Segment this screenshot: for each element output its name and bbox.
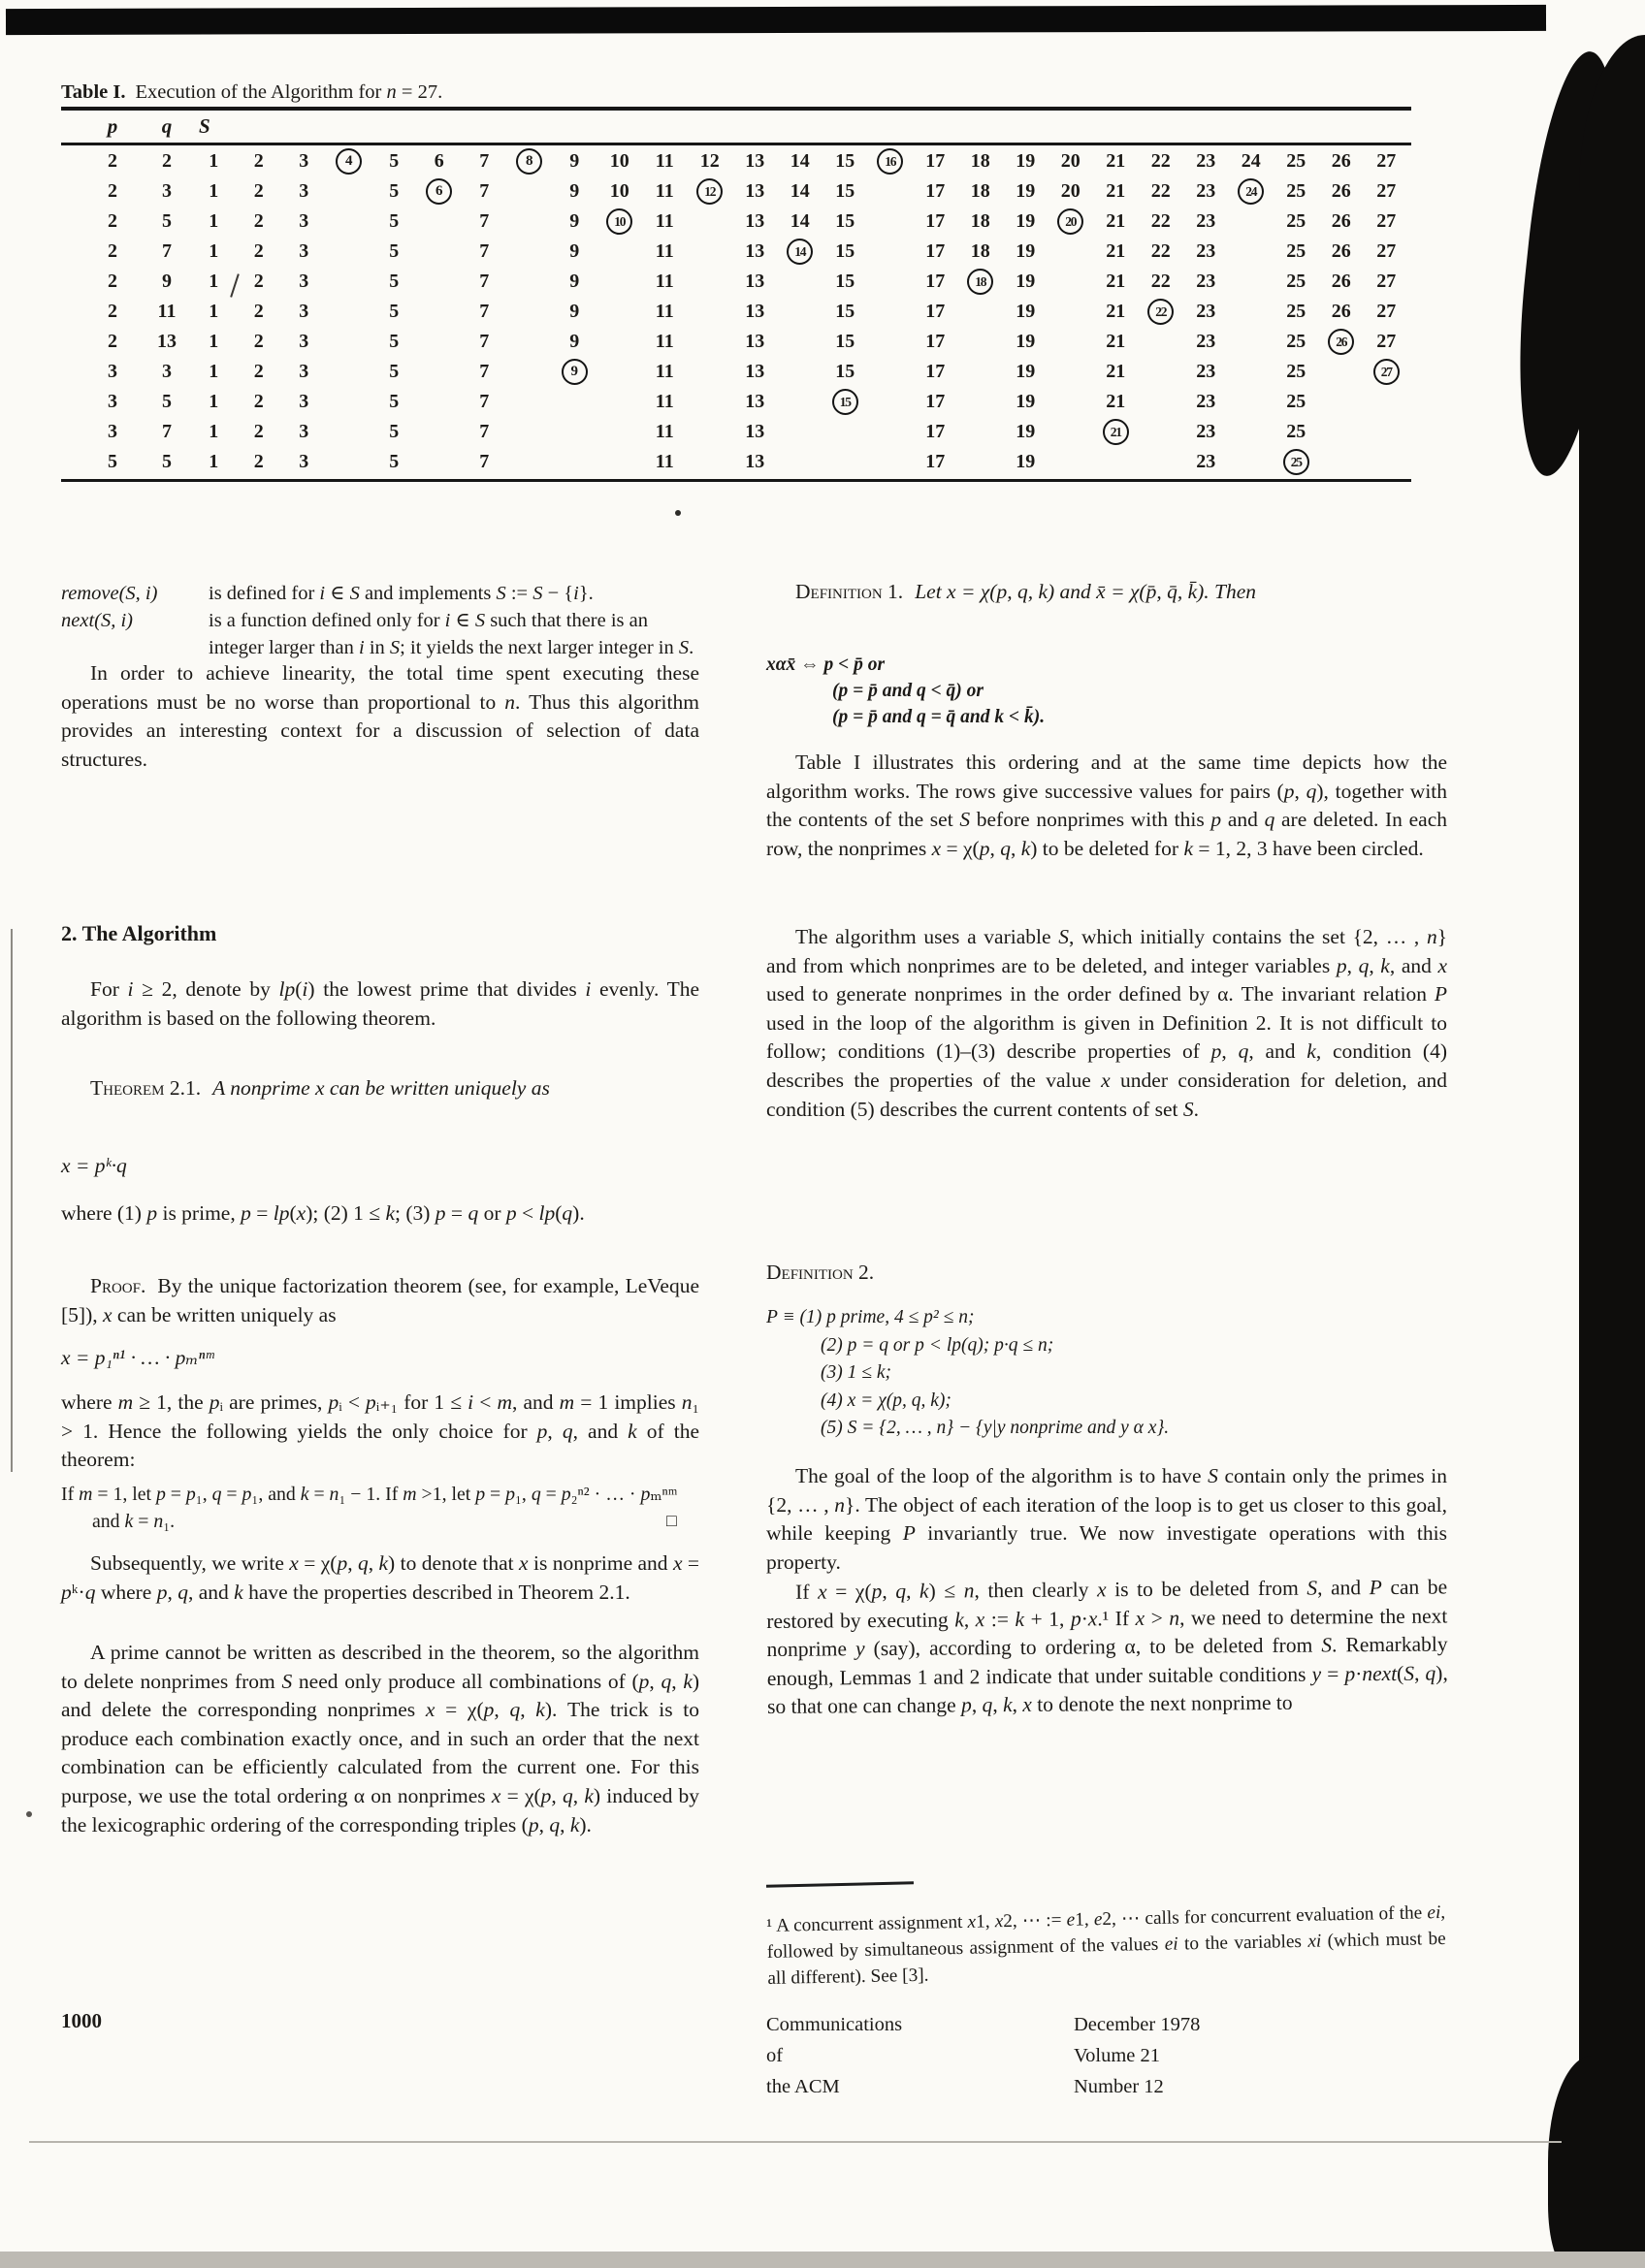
col-header-p: p [107,113,118,138]
circled-number: 9 [562,359,588,385]
circled-number: 26 [1328,329,1354,355]
s-value: 25 [1286,301,1306,322]
q-value: 7 [162,240,172,262]
s-value: 2 [253,150,264,172]
s-value: 24 [1241,150,1261,172]
s-value: 23 [1196,271,1216,292]
s-value: 2 [253,361,264,382]
p-value: 2 [108,301,117,322]
definition-2 [766,1261,886,1285]
circled-number: 15 [832,389,858,415]
s-value: 13 [745,271,765,292]
s-value: 5 [389,150,400,172]
para-lowest-prime: For i ≥ 2, denote by lp(i) the lowest prime that divides i evenly. The algorithm is based on the following theorem. [61,977,700,1030]
q-value: 5 [162,391,172,412]
s-value: 12 [699,150,720,172]
s-value: 5 [389,451,400,472]
ordering-line-3: (p = p̄ and q = q̄ and k < k̄). [832,707,1046,727]
s-value: 19 [1016,301,1036,322]
s-value: 23 [1196,210,1216,232]
circled-number: 21 [1103,419,1129,445]
s-value: 11 [655,180,674,202]
p-value: 2 [108,150,117,172]
q-value: 3 [162,361,172,382]
definition-1 [766,578,1447,607]
s-value: 25 [1286,421,1306,442]
para-deletion: If x = χ(p, q, k) ≤ n, then clearly x is to be deleted from S, and P can be restored by executing k, x := k + 1, p·x.¹ If x > n, we need to determine the next nonprime y (say), according to ordering α, to be deleted from S. Remarkably enough, Lemmas 1 and 2 indicate that under suitable conditions y = p·next(S, q), so that one can change p, q, k, x to denote the next nonprime to [766,1575,1448,1719]
ordering-line-2: (p = p̄ and q < q̄) or [832,681,984,701]
s-value: 25 [1286,240,1306,262]
s-value: 2 [253,240,264,262]
s-value: 21 [1106,301,1126,322]
table-row [82,357,1411,387]
s-value: 26 [1331,210,1351,232]
s-value: 2 [253,331,264,352]
issue-info [1074,2009,1200,2102]
s-value: 9 [569,210,580,232]
s-value: 21 [1106,361,1126,382]
s-value: 27 [1376,301,1397,322]
proof-text: By the unique factorization theorem (see, for example, LeVeque [5]), x can be written uniquely as [61,1274,699,1326]
table-row [82,447,1411,477]
s-value: 21 [1106,331,1126,352]
para-linearity: In order to achieve linearity, the total time spent executing these operations must be no worse than proportional to n. Thus this algorithm provides an interesting context for a discussion of selection of data structures. [61,661,699,771]
s-value: 15 [835,210,855,232]
s-value: 20 [1060,180,1081,202]
s-value: 7 [479,331,490,352]
s-value: 15 [835,240,855,262]
s-value: 17 [925,240,946,262]
s-value: 15 [835,361,855,382]
proof-paragraph [61,1272,699,1329]
journal-line: Communications [766,2014,903,2035]
s-value: 15 [835,301,855,322]
s-value: 7 [479,361,490,382]
s-value: 13 [745,331,765,352]
s-value: 22 [1150,271,1171,292]
circled-number: 10 [606,208,632,235]
s-value: 25 [1286,271,1306,292]
s-value: 7 [479,391,490,412]
s-value: 2 [253,301,264,322]
table-row [82,207,1411,237]
s-value: 1 [209,180,219,202]
table-rule-bottom [61,479,1411,482]
table-caption-label: Table I. [61,81,126,103]
s-value: 19 [1016,180,1036,202]
s-value: 15 [835,150,855,172]
table-caption [61,81,934,104]
scan-speck [26,1811,32,1817]
circled-number: 27 [1373,359,1400,385]
circled-number: 6 [426,178,452,205]
s-value: 22 [1150,150,1171,172]
s-value: 11 [655,210,674,232]
s-value: 5 [389,180,400,202]
page-number: 1000 [61,2009,102,2032]
s-value: 5 [389,331,400,352]
invariant-line-1: P ≡ (1) p prime, 4 ≤ p² ≤ n; [766,1307,975,1327]
s-value: 19 [1016,451,1036,472]
theorem-label: Theorem 2.1. [90,1076,202,1100]
s-value: 15 [835,331,855,352]
s-value: 18 [970,150,990,172]
s-value: 21 [1106,240,1126,262]
s-value: 3 [299,451,309,472]
s-value: 7 [479,271,490,292]
circled-number: 12 [696,178,723,205]
s-value: 26 [1331,180,1351,202]
s-value: 1 [209,421,219,442]
table-row [82,267,1411,297]
s-value: 13 [745,451,765,472]
s-value: 27 [1376,240,1397,262]
definition-1-label: Definition 1. [795,580,904,603]
invariant-line-2: (2) p = q or p < lp(q); p·q ≤ n; [821,1334,1054,1356]
s-value: 21 [1106,271,1126,292]
s-value: 3 [299,361,309,382]
operations-definition-list [61,580,701,661]
circled-number: 4 [336,148,362,175]
table-row [82,146,1411,176]
scan-edge-shadow-bottom [1548,2056,1645,2268]
p-value: 2 [108,210,117,232]
s-value: 19 [1016,150,1036,172]
s-value: 1 [209,210,219,232]
s-value: 9 [569,240,580,262]
p-value: 2 [108,271,117,292]
p-value: 3 [108,391,117,412]
s-value: 2 [253,271,264,292]
s-value: 26 [1331,150,1351,172]
s-value: 13 [745,421,765,442]
definition-next [61,607,701,661]
scan-speck [675,510,681,516]
s-value: 3 [299,391,309,412]
para-where-m: where m ≥ 1, the pᵢ are primes, pᵢ < pᵢ₊₁ for 1 ≤ i < m, and m = 1 implies n₁ > 1. Hence the following yields the only choice for p, q, and k of the theorem: [61,1390,700,1472]
s-value: 17 [925,391,946,412]
s-value: 11 [655,331,674,352]
s-value: 11 [655,451,674,472]
col-header-q: q [161,113,173,138]
para-subsequently: Subsequently, we write x = χ(p, q, k) to denote that x is nonprime and x = pᵏ·q where p, q, and k have the properties described in Theorem 2.1. [61,1551,700,1604]
s-value: 1 [209,451,219,472]
circled-number: 25 [1283,449,1309,475]
s-value: 17 [925,210,946,232]
s-value: 11 [655,240,674,262]
s-value: 19 [1016,271,1036,292]
s-value: 23 [1196,451,1216,472]
s-value: 5 [389,210,400,232]
s-value: 23 [1196,331,1216,352]
s-value: 21 [1106,391,1126,412]
s-value: 3 [299,210,309,232]
s-value: 11 [655,391,674,412]
s-value: 7 [479,240,490,262]
s-value: 11 [655,150,674,172]
s-value: 14 [790,150,810,172]
s-value: 17 [925,451,946,472]
scan-top-bar [6,5,1546,35]
footnote-concurrent-assignment: ¹ A concurrent assignment x1, x2, ⋯ := e1, e2, ⋯ calls for concurrent evaluation of the ei, followed by simultaneous assignment of the values ei to the variables xi (which must be all different). See [3]. [766,1902,1446,1990]
s-value: 1 [209,150,219,172]
s-value: 1 [209,301,219,322]
s-value: 15 [835,180,855,202]
s-value: 19 [1016,240,1036,262]
s-value: 3 [299,271,309,292]
invariant-definition-block [766,1304,1447,1443]
q-value: 3 [162,180,172,202]
s-value: 18 [970,180,990,202]
s-value: 6 [434,150,444,172]
s-value: 7 [479,301,490,322]
s-value: 7 [479,150,490,172]
table-caption-text: Execution of the Algorithm for n = 27. [135,81,443,103]
p-value: 3 [108,421,117,442]
q-value: 2 [162,150,172,172]
s-value: 18 [970,240,990,262]
scan-edge-shadow-right [1579,35,1645,2268]
q-value: 13 [157,331,177,352]
q-value: 9 [162,271,172,292]
ordering-line-1: xαx̄ ⇔ p < p̄ or [766,655,886,675]
s-value: 7 [479,180,490,202]
case-analysis-block: If m = 1, let p = p₁, q = p₁, and k = n₁ − 1. If m >1, let p = p₁, q = p₂ⁿ² · … · pₘⁿᵐ and k = n₁. □ [61,1484,678,1532]
s-value: 21 [1106,210,1126,232]
table-row [82,387,1411,417]
s-value: 14 [790,210,810,232]
s-value: 17 [925,301,946,322]
p-value: 5 [108,451,117,472]
s-value: 7 [479,210,490,232]
scan-bottom-band [0,2252,1645,2268]
s-value: 11 [655,361,674,382]
s-value: 13 [745,150,765,172]
s-value: 17 [925,331,946,352]
p-value: 2 [108,331,117,352]
s-value: 25 [1286,331,1306,352]
invariant-line-4: (4) x = χ(p, q, k); [821,1390,952,1411]
ordering-definition-block [766,652,1447,730]
journal-line: the ACM [766,2076,840,2097]
s-value: 9 [569,271,580,292]
s-value: 13 [745,391,765,412]
s-value: 1 [209,240,219,262]
s-value: 25 [1286,361,1306,382]
s-value: 13 [745,210,765,232]
proof-label: Proof. [90,1274,146,1297]
journal-name [766,2009,902,2102]
scan-hairline [29,2141,1562,2143]
s-value: 3 [299,240,309,262]
formula-x-pk-q: x = pᵏ·q [61,1154,127,1177]
circled-number: 20 [1057,208,1083,235]
para-goal: The goal of the loop of the algorithm is to have S contain only the primes in {2, … , n}. The object of each iteration of the loop is to get us closer to this goal, while keeping P invariantly true. We now investigate operations with this property. [766,1464,1448,1574]
s-value: 17 [925,150,946,172]
s-value: 19 [1016,421,1036,442]
s-value: 27 [1376,271,1397,292]
s-value: 25 [1286,391,1306,412]
s-value: 7 [479,451,490,472]
s-value: 5 [389,240,400,262]
para-table-illustrates: Table I illustrates this ordering and at the same time depicts how the algorithm works. The rows give successive values for pairs (p, q), together with the contents of the set S before nonprimes with this p and q are deleted. In each row, the nonprimes x = χ(p, q, k) to be deleted for k = 1, 2, 3 have been circled. [766,751,1448,860]
s-value: 14 [790,180,810,202]
s-value: 27 [1376,180,1397,202]
s-value: 9 [569,180,580,202]
para-algorithm-variables: The algorithm uses a variable S, which initially contains the set {2, … , n} and from which nonprimes are to be deleted, and integer variables p, q, k, and x used to generate nonprimes in the order defined by α. The invariant relation P used in the loop of the algorithm is given in Definition 2. It is not difficult to follow; conditions (1)–(3) describe properties of p, q, and k, condition (4) describes the properties of the value x under consideration for deletion, and condition (5) describes the current contents of set S. [766,925,1448,1121]
p-value: 2 [108,180,117,202]
table-row [82,327,1411,357]
formula-factorization: x = p₁ⁿ¹ · … · pₘⁿᵐ [61,1346,214,1369]
table-row [82,176,1411,207]
table-rule-mid [61,143,1411,145]
s-value: 13 [745,180,765,202]
table-header-row [61,111,1411,142]
q-value: 5 [162,210,172,232]
s-value: 5 [389,301,400,322]
s-value: 2 [253,421,264,442]
circled-number: 14 [787,239,813,265]
circled-number: 16 [877,148,903,175]
s-value: 2 [253,210,264,232]
theorem-2-1 [61,1074,699,1103]
next-term: next(S, i) [61,610,133,631]
s-value: 17 [925,180,946,202]
s-value: 27 [1376,150,1397,172]
s-value: 22 [1150,210,1171,232]
theorem-text: A nonprime x can be written uniquely as [212,1076,550,1100]
s-value: 11 [655,301,674,322]
s-value: 1 [209,331,219,352]
q-value: 7 [162,421,172,442]
s-value: 20 [1060,150,1081,172]
s-value: 3 [299,150,309,172]
table-row [82,417,1411,447]
circled-number: 8 [516,148,542,175]
invariant-line-3: (3) 1 ≤ k; [821,1362,891,1383]
s-value: 3 [299,331,309,352]
p-value: 3 [108,361,117,382]
s-value: 26 [1331,240,1351,262]
s-value: 25 [1286,180,1306,202]
circled-number: 22 [1147,299,1174,325]
s-value: 23 [1196,391,1216,412]
s-value: 3 [299,180,309,202]
table-row [82,237,1411,267]
s-value: 19 [1016,210,1036,232]
issue-line: December 1978 [1074,2014,1201,2035]
journal-line: of [766,2045,784,2066]
s-value: 25 [1286,150,1306,172]
s-value: 5 [389,391,400,412]
s-value: 19 [1016,331,1036,352]
circled-number: 24 [1238,178,1264,205]
s-value: 9 [569,150,580,172]
s-value: 19 [1016,391,1036,412]
table-row [82,297,1411,327]
s-value: 23 [1196,361,1216,382]
definition-1-text: Let x = χ(p, q, k) and x̄ = χ(p̄, q̄, k̄). Then [915,580,1257,603]
s-value: 25 [1286,210,1306,232]
s-value: 23 [1196,150,1216,172]
s-value: 1 [209,391,219,412]
s-value: 2 [253,391,264,412]
section-heading-algorithm: 2. The Algorithm [61,921,217,945]
s-value: 18 [970,210,990,232]
s-value: 13 [745,361,765,382]
q-value: 11 [157,301,177,322]
s-value: 9 [569,301,580,322]
s-value: 3 [299,421,309,442]
s-value: 13 [745,301,765,322]
circled-number: 18 [967,269,993,295]
s-value: 9 [569,331,580,352]
s-value: 7 [479,421,490,442]
s-value: 10 [609,180,629,202]
issue-line: Number 12 [1074,2076,1164,2097]
invariant-line-5: (5) S = {2, … , n} − {y|y nonprime and y α x}. [821,1418,1170,1438]
s-value: 23 [1196,240,1216,262]
issue-line: Volume 21 [1074,2045,1161,2066]
s-value: 26 [1331,271,1351,292]
definition-2-label: Definition 2. [766,1261,875,1284]
s-value: 19 [1016,361,1036,382]
s-value: 1 [209,271,219,292]
s-value: 23 [1196,180,1216,202]
s-value: 2 [253,180,264,202]
s-value: 5 [389,421,400,442]
s-value: 3 [299,301,309,322]
scan-left-mark [11,929,13,1472]
s-value: 21 [1106,150,1126,172]
s-value: 27 [1376,331,1397,352]
definition-remove [61,580,701,607]
s-value: 13 [745,240,765,262]
s-value: 11 [655,271,674,292]
case-analysis-text: If m = 1, let p = p₁, q = p₁, and k = n₁ − 1. If m >1, let p = p₁, q = p₂ⁿ² · … · pₘⁿᵐ and k = n₁. [61,1484,678,1532]
s-value: 26 [1331,301,1351,322]
para-where-conditions: where (1) p is prime, p = lp(x); (2) 1 ≤ k; (3) p = q or p < lp(q). [61,1201,585,1225]
s-value: 22 [1150,240,1171,262]
s-value: 17 [925,271,946,292]
s-value: 27 [1376,210,1397,232]
s-value: 21 [1106,180,1126,202]
col-header-s: S [199,113,210,138]
s-value: 23 [1196,301,1216,322]
q-value: 5 [162,451,172,472]
table-rows [61,146,1411,477]
s-value: 15 [835,271,855,292]
p-value: 2 [108,240,117,262]
s-value: 5 [389,271,400,292]
para-prime-combinations: A prime cannot be written as described in the theorem, so the algorithm to delete nonprimes from S need only produce all combinations of (p, q, k) and delete the corresponding nonprimes x = χ(p, q, k). The trick is to produce each combination exactly once, and in such an order that the next combination can be efficiently calculated from the current one. For this purpose, we use the total ordering α on nonprimes x = χ(p, q, k) induced by the lexicographic ordering of the corresponding triples (p, q, k). [61,1641,700,1837]
next-definition: is a function defined only for i ∈ S such that there is an integer larger than i in S; it yields the next larger integer in S. [209,610,694,658]
remove-definition: is defined for i ∈ S and implements S := S − {i}. [209,583,594,604]
s-value: 5 [389,361,400,382]
s-value: 22 [1150,180,1171,202]
s-value: 1 [209,361,219,382]
s-value: 10 [609,150,629,172]
s-value: 17 [925,421,946,442]
s-value: 11 [655,421,674,442]
s-value: 2 [253,451,264,472]
remove-term: remove(S, i) [61,583,158,604]
footnote-rule [766,1881,914,1887]
s-value: 23 [1196,421,1216,442]
s-value: 17 [925,361,946,382]
